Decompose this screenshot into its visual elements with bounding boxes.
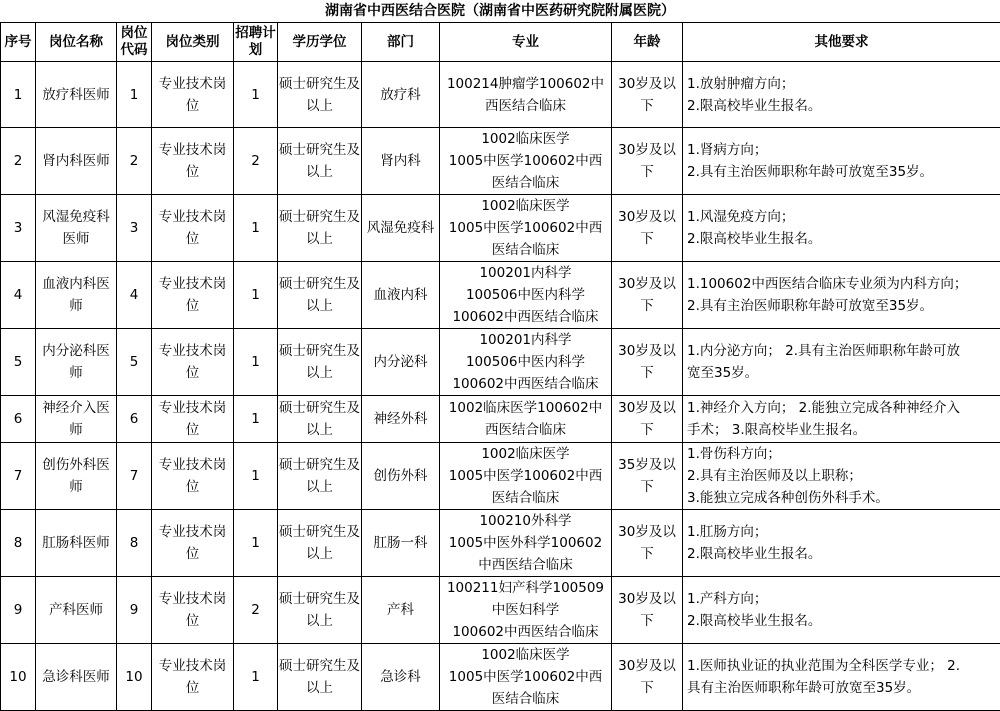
cell-other-requirements xyxy=(683,128,1000,195)
major-line: 医结合临床 xyxy=(441,172,610,194)
major-line: 医结合临床 xyxy=(441,487,610,509)
cell-no: 4 xyxy=(1,262,36,329)
cell-major xyxy=(440,62,612,128)
major-line: 1002临床医学 xyxy=(441,195,610,217)
table-body xyxy=(1,62,1000,711)
requirement-line: 具有主治医师职称年龄可放宽至35岁。 xyxy=(687,677,999,699)
header-no: 序号 xyxy=(1,23,36,62)
major-line: 100211妇产科学100509 xyxy=(441,577,610,599)
major-line: 医结合临床 xyxy=(441,688,610,710)
cell-code: 10 xyxy=(117,644,152,711)
cell-plan: 1 xyxy=(234,62,278,128)
major-line: 100602中西医结合临床 xyxy=(441,373,610,395)
cell-name: 产科医师 xyxy=(36,577,117,644)
cell-plan: 1 xyxy=(234,396,278,443)
cell-dept: 血液内科 xyxy=(362,262,440,329)
cell-degree: 硕士研究生及以上 xyxy=(278,195,362,262)
cell-other-requirements xyxy=(683,262,1000,329)
table-row xyxy=(1,195,1000,262)
cell-other-requirements xyxy=(683,329,1000,396)
cell-degree: 硕士研究生及以上 xyxy=(278,262,362,329)
cell-name: 肾内科医师 xyxy=(36,128,117,195)
cell-dept: 肾内科 xyxy=(362,128,440,195)
cell-other-requirements xyxy=(683,577,1000,644)
cell-dept: 肛肠一科 xyxy=(362,510,440,577)
cell-name: 肛肠科医师 xyxy=(36,510,117,577)
cell-major xyxy=(440,262,612,329)
major-line: 100210外科学 xyxy=(441,510,610,532)
cell-plan: 1 xyxy=(234,644,278,711)
requirement-line: 3.能独立完成各种创伤外科手术。 xyxy=(687,487,999,509)
cell-degree: 硕士研究生及以上 xyxy=(278,510,362,577)
cell-degree: 硕士研究生及以上 xyxy=(278,644,362,711)
cell-dept: 产科 xyxy=(362,577,440,644)
requirement-line: 2.限高校毕业生报名。 xyxy=(687,610,999,632)
cell-no: 3 xyxy=(1,195,36,262)
major-line: 1005中医学100602中西 xyxy=(441,666,610,688)
major-line: 100201内科学 xyxy=(441,329,610,351)
cell-no: 7 xyxy=(1,443,36,510)
cell-degree: 硕士研究生及以上 xyxy=(278,329,362,396)
page-title: 湖南省中西医结合医院（湖南省中医药研究院附属医院） xyxy=(0,0,1000,22)
cell-category: 专业技术岗位 xyxy=(152,443,234,510)
cell-degree: 硕士研究生及以上 xyxy=(278,396,362,443)
cell-age: 30岁及以下 xyxy=(612,262,683,329)
cell-plan: 2 xyxy=(234,128,278,195)
major-line: 西医结合临床 xyxy=(441,95,610,117)
cell-degree: 硕士研究生及以上 xyxy=(278,62,362,128)
requirement-line: 2.具有主治医师职称年龄可放宽至35岁。 xyxy=(687,161,999,183)
cell-other-requirements xyxy=(683,644,1000,711)
major-line: 1002临床医学 xyxy=(441,128,610,150)
table-row xyxy=(1,443,1000,510)
major-line: 1002临床医学100602中 xyxy=(441,397,610,419)
cell-plan: 2 xyxy=(234,577,278,644)
header-name: 岗位名称 xyxy=(36,23,117,62)
cell-code: 2 xyxy=(117,128,152,195)
cell-no: 5 xyxy=(1,329,36,396)
cell-age: 30岁及以下 xyxy=(612,577,683,644)
cell-other-requirements xyxy=(683,510,1000,577)
cell-category: 专业技术岗位 xyxy=(152,329,234,396)
cell-plan: 1 xyxy=(234,329,278,396)
table-row xyxy=(1,329,1000,396)
cell-plan: 1 xyxy=(234,443,278,510)
cell-major xyxy=(440,644,612,711)
cell-category: 专业技术岗位 xyxy=(152,262,234,329)
cell-dept: 放疗科 xyxy=(362,62,440,128)
cell-degree: 硕士研究生及以上 xyxy=(278,128,362,195)
cell-no: 2 xyxy=(1,128,36,195)
cell-no: 6 xyxy=(1,396,36,443)
cell-no: 8 xyxy=(1,510,36,577)
requirement-line: 2.限高校毕业生报名。 xyxy=(687,95,999,117)
cell-age: 30岁及以下 xyxy=(612,195,683,262)
cell-category: 专业技术岗位 xyxy=(152,195,234,262)
requirement-line: 2.具有主治医师及以上职称； xyxy=(687,465,999,487)
cell-category: 专业技术岗位 xyxy=(152,577,234,644)
header-code: 岗位代码 xyxy=(117,23,152,62)
major-line: 1002临床医学 xyxy=(441,644,610,666)
requirement-line: 1.医师执业证的执业范围为全科医学专业； 2. xyxy=(687,655,999,677)
cell-name: 创伤外科医师 xyxy=(36,443,117,510)
cell-age: 30岁及以下 xyxy=(612,644,683,711)
requirement-line: 1.骨伤科方向； xyxy=(687,443,999,465)
requirement-line: 1.放射肿瘤方向； xyxy=(687,73,999,95)
header-major: 专业 xyxy=(440,23,612,62)
major-line: 100506中医内科学 xyxy=(441,351,610,373)
table-row xyxy=(1,128,1000,195)
cell-name: 放疗科医师 xyxy=(36,62,117,128)
requirement-line: 1.肛肠方向； xyxy=(687,521,999,543)
requirement-line: 1.内分泌方向； 2.具有主治医师职称年龄可放 xyxy=(687,340,999,362)
cell-major xyxy=(440,396,612,443)
cell-code: 5 xyxy=(117,329,152,396)
cell-other-requirements xyxy=(683,195,1000,262)
requirement-line: 1.肾病方向； xyxy=(687,139,999,161)
requirement-line: 2.限高校毕业生报名。 xyxy=(687,543,999,565)
requirement-line: 2.具有主治医师职称年龄可放宽至35岁。 xyxy=(687,295,999,317)
cell-age: 35岁及以下 xyxy=(612,443,683,510)
cell-major xyxy=(440,329,612,396)
cell-major xyxy=(440,510,612,577)
cell-major xyxy=(440,195,612,262)
cell-major xyxy=(440,128,612,195)
cell-plan: 1 xyxy=(234,510,278,577)
cell-degree: 硕士研究生及以上 xyxy=(278,577,362,644)
cell-code: 4 xyxy=(117,262,152,329)
table-row xyxy=(1,510,1000,577)
header-degree: 学历学位 xyxy=(278,23,362,62)
requirement-line: 2.限高校毕业生报名。 xyxy=(687,228,999,250)
cell-dept: 风湿免疫科 xyxy=(362,195,440,262)
major-line: 西医结合临床 xyxy=(441,419,610,441)
cell-code: 1 xyxy=(117,62,152,128)
header-category: 岗位类别 xyxy=(152,23,234,62)
recruitment-table xyxy=(0,22,1000,711)
cell-dept: 急诊科 xyxy=(362,644,440,711)
cell-age: 30岁及以下 xyxy=(612,510,683,577)
cell-no: 10 xyxy=(1,644,36,711)
cell-name: 神经介入医师 xyxy=(36,396,117,443)
cell-no: 1 xyxy=(1,62,36,128)
table-header-row xyxy=(1,23,1000,62)
requirement-line: 1.神经介入方向； 2.能独立完成各种神经介入 xyxy=(687,397,999,419)
cell-code: 3 xyxy=(117,195,152,262)
cell-age: 30岁及以下 xyxy=(612,396,683,443)
cell-other-requirements xyxy=(683,396,1000,443)
cell-code: 9 xyxy=(117,577,152,644)
header-dept: 部门 xyxy=(362,23,440,62)
cell-degree: 硕士研究生及以上 xyxy=(278,443,362,510)
major-line: 100201内科学 xyxy=(441,262,610,284)
major-line: 100506中医内科学 xyxy=(441,284,610,306)
table-row xyxy=(1,577,1000,644)
cell-category: 专业技术岗位 xyxy=(152,644,234,711)
cell-age: 30岁及以下 xyxy=(612,62,683,128)
major-line: 医结合临床 xyxy=(441,239,610,261)
table-row xyxy=(1,396,1000,443)
cell-code: 6 xyxy=(117,396,152,443)
table-row xyxy=(1,62,1000,128)
cell-dept: 创伤外科 xyxy=(362,443,440,510)
requirement-line: 1.风湿免疫方向； xyxy=(687,206,999,228)
cell-no: 9 xyxy=(1,577,36,644)
header-other-requirements: 其他要求 xyxy=(683,23,1000,62)
cell-code: 7 xyxy=(117,443,152,510)
requirement-line: 宽至35岁。 xyxy=(687,362,999,384)
major-line: 1002临床医学 xyxy=(441,443,610,465)
cell-name: 内分泌科医师 xyxy=(36,329,117,396)
header-age: 年龄 xyxy=(612,23,683,62)
requirement-line: 1.产科方向； xyxy=(687,588,999,610)
cell-category: 专业技术岗位 xyxy=(152,396,234,443)
cell-age: 30岁及以下 xyxy=(612,128,683,195)
major-line: 1005中医学100602中西 xyxy=(441,217,610,239)
cell-other-requirements xyxy=(683,443,1000,510)
cell-name: 急诊科医师 xyxy=(36,644,117,711)
header-plan: 招聘计划 xyxy=(234,23,278,62)
cell-category: 专业技术岗位 xyxy=(152,128,234,195)
requirement-line: 1.100602中西医结合临床专业须为内科方向； xyxy=(687,273,999,295)
cell-dept: 神经外科 xyxy=(362,396,440,443)
cell-category: 专业技术岗位 xyxy=(152,62,234,128)
cell-other-requirements xyxy=(683,62,1000,128)
cell-major xyxy=(440,443,612,510)
cell-code: 8 xyxy=(117,510,152,577)
cell-name: 风湿免疫科医师 xyxy=(36,195,117,262)
cell-category: 专业技术岗位 xyxy=(152,510,234,577)
cell-plan: 1 xyxy=(234,262,278,329)
major-line: 100214肿瘤学100602中 xyxy=(441,73,610,95)
cell-dept: 内分泌科 xyxy=(362,329,440,396)
major-line: 中医妇科学 xyxy=(441,599,610,621)
table-row xyxy=(1,262,1000,329)
cell-name: 血液内科医师 xyxy=(36,262,117,329)
major-line: 1005中医外科学100602 xyxy=(441,532,610,554)
requirement-line: 手术； 3.限高校毕业生报名。 xyxy=(687,419,999,441)
cell-major xyxy=(440,577,612,644)
cell-plan: 1 xyxy=(234,195,278,262)
major-line: 100602中西医结合临床 xyxy=(441,306,610,328)
cell-age: 30岁及以下 xyxy=(612,329,683,396)
major-line: 1005中医学100602中西 xyxy=(441,150,610,172)
table-row xyxy=(1,644,1000,711)
major-line: 1005中医学100602中西 xyxy=(441,465,610,487)
major-line: 100602中西医结合临床 xyxy=(441,621,610,643)
major-line: 中西医结合临床 xyxy=(441,554,610,576)
